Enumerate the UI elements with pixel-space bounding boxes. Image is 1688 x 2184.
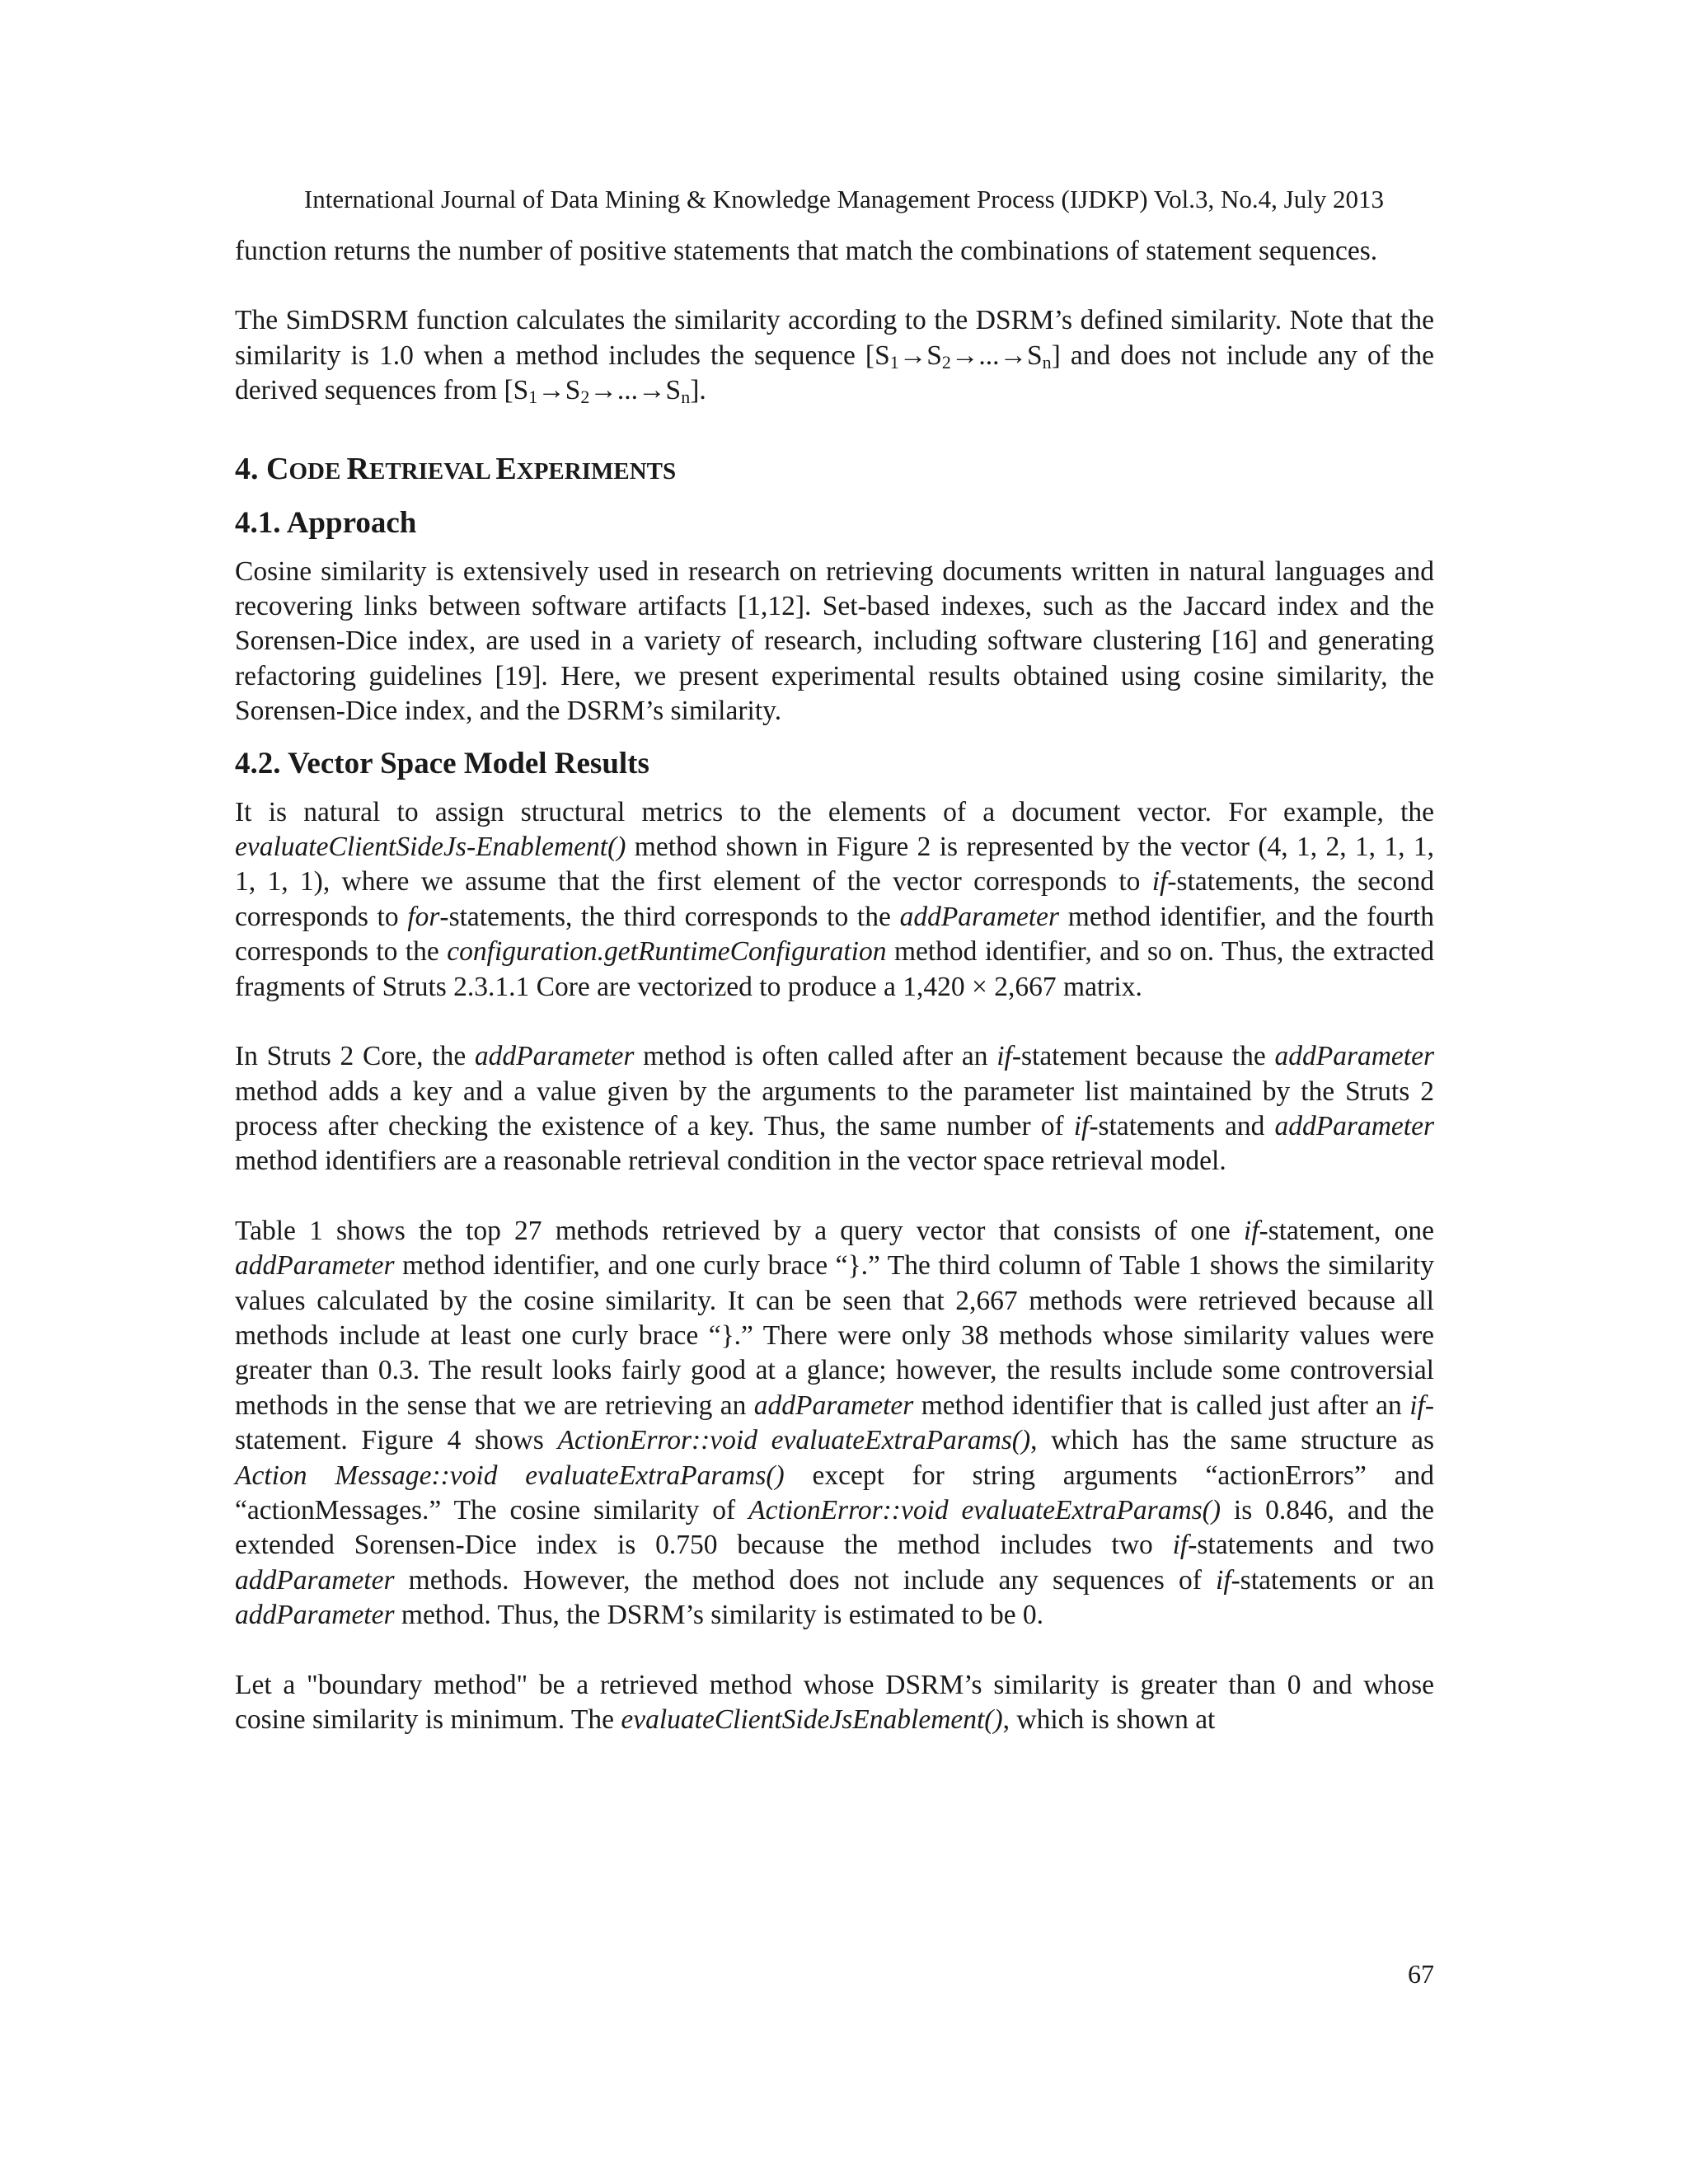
paragraph-approach: Cosine similarity is extensively used in research on retrieving documents written in natural languages and recovering links between software artifacts [1,12]. Set-based indexes, such as the Jaccard index and the Sorensen-Dice index, are used in a variety of research, including software clustering [16] and generating refactoring guidelines [19]. Here, we present experimental results obtained using cosine similarity, the Sorensen-Dice index, and the DSRM’s similarity. [235, 555, 1434, 727]
paragraph-simdsrm: The SimDSRM function calculates the similarity according to the DSRM’s defined similarity. Note that the similarity is 1.0 when a method includes the sequence $[S_1\to S_2\to...\to S_n]$ and does not include any of the derived sequences from $[S_1\to S_2\to...\to S_n]$. [235, 305, 1434, 408]
running-header: International Journal of Data Mining & Knowledge Management Process (IJDKP) Vol.3, No.4, July 2013 [303, 185, 1385, 213]
section-heading-4: 4. CODE RETRIEVAL EXPERIMENTS [235, 451, 677, 486]
page-body [235, 234, 1434, 1737]
page-number: 67 [1408, 1959, 1434, 1989]
paragraph-continuation: function returns the number of positive statements that match the combinations of statement sequences. [235, 236, 1378, 266]
paragraph-struts-core: In Struts 2 Core, the addParameter method is often called after an if-statement because the addParameter method adds a key and a value given by the arguments to the parameter list maintained by the Struts 2 process after checking the existence of a key. Thus, the same number of if-statements and addParameter method identifiers are a reasonable retrieval condition in the vector space retrieval model. [235, 1041, 1435, 1177]
subsection-heading-4-1: 4.1. Approach [235, 505, 417, 540]
paragraph-boundary-method: Let a "boundary method" be a retrieved method whose DSRM’s similarity is greater than 0 and whose cosine similarity is minimum. The evaluateClientSideJsEnablement(), which is shown at [235, 1669, 1434, 1735]
paragraph-vector-space: It is natural to assign structural metrics to the elements of a document vector. For example, the evaluateClientSideJs-Enablement() method shown in Figure 2 is represented by the vector (4, 1, 2, 1, 1, 1, 1, 1, 1), where we assume that the first element of the vector corresponds to if-statements, the second corresponds to for-statements, the third corresponds to the addParameter method identifier, and the fourth corresponds to the configuration.getRuntimeConfiguration method identifier, and so on. Thus, the extracted fragments of Struts 2.3.1.1 Core are vectorized to produce a 1,420 × 2,667 matrix. [235, 796, 1434, 1002]
subsection-heading-4-2: 4.2. Vector Space Model Results [235, 746, 649, 780]
paragraph-table1: Table 1 shows the top 27 methods retrieved by a query vector that consists of one if-statement, one addParameter method identifier, and one curly brace “}.” The third column of Table 1 shows the similarity values calculated by the cosine similarity. It can be seen that 2,667 methods were retrieved because all methods include at least one curly brace “}.” There were only 38 methods whose similarity values were greater than 0.3. The result looks fairly good at a glance; however, the results include some controversial methods in the sense that we are retrieving an addParameter method identifier that is called just after an if-statement. Figure 4 shows ActionError::void evaluateExtraParams(), which has the same structure as Action Message::void evaluateExtraParams() except for string arguments “actionErrors” and “actionMessages.” The cosine similarity of ActionError::void evaluateExtraParams() is 0.846, and the extended Sorensen-Dice index is 0.750 because the method includes two if-statements and two addParameter methods. However, the method does not include any sequences of if-statements or an addParameter method. Thus, the DSRM’s similarity is estimated to be 0. [235, 1215, 1435, 1631]
